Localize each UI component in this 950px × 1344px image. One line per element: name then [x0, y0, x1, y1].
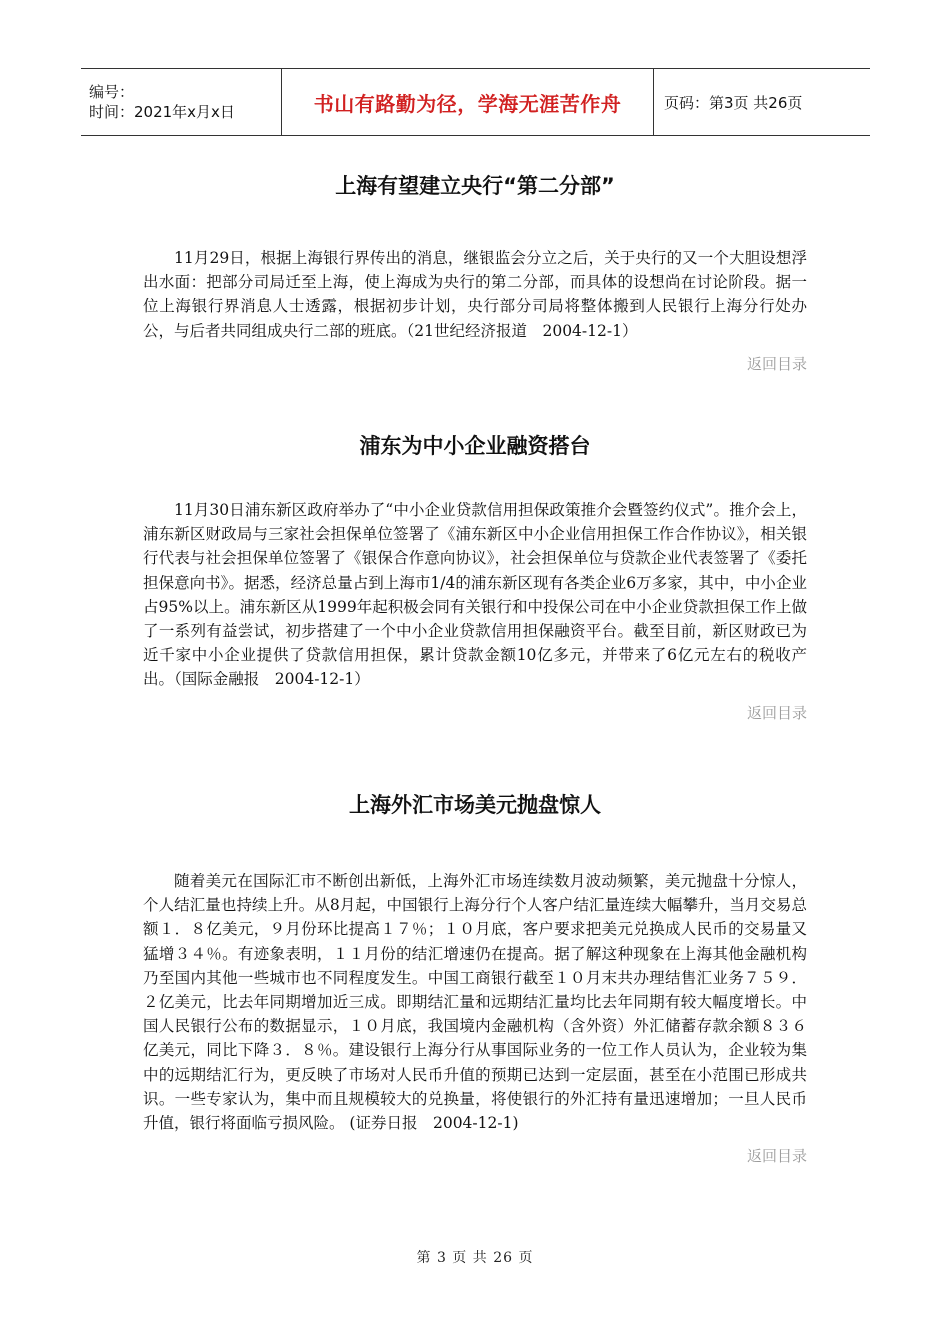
article-body: 11月29日，根据上海银行界传出的消息，继银监会分立之后，关于央行的又一个大胆设想浮出水面：把部分司局迁至上海，使上海成为央行的第二分部，而具体的设想尚在讨论阶段。据一位上海银行界消息人士透露，根据初步计划，央行部分司局将整体搬到人民银行上海分行处办公，与后者共同组成央行二部的班底。（21世纪经济报道 2004-12-1） — [143, 249, 807, 340]
header-page-cell — [654, 69, 870, 135]
back-to-toc-link[interactable]: 返回目录 — [746, 354, 807, 373]
article-2 — [143, 430, 807, 723]
back-to-toc-link[interactable]: 返回目录 — [746, 1147, 807, 1166]
article-title: 浦东为中小企业融资搭台 — [359, 434, 591, 458]
header-motto-cell — [281, 69, 654, 135]
article-body: 随着美元在国际汇市不断创出新低，上海外汇市场连续数月波动频繁，美元抛盘十分惊人，个人结汇量也持续上升。从8月起，中国银行上海分行个人客户结汇量连续大幅攀升，当月交易总额１．８亿美元，９月份环比提高１７％；１０月底，客户要求把美元兑换成人民币的交易量又猛增３４％。有迹象表明，１１月份的结汇增速仍在提高。据了解这种现象在上海其他金融机构乃至国内其他一些城市也不同程度发生。中国工商银行截至１０月末共办理结售汇业务７５９．２亿美元，比去年同期增加近三成。即期结汇量和远期结汇量均比去年同期有较大幅度增长。中国人民银行公布的数据显示，１０月底，我国境内金融机构（含外资）外汇储蓄存款余额８３６亿美元，同比下降３．８％。建设银行上海分行从事国际业务的一位工作人员认为，企业较为集中的远期结汇行为，更反映了市场对人民币升值的预期已达到一定层面，甚至在小范围已形成共识。一些专家认为，集中而且规模较大的兑换量，将使银行的外汇持有量迅速增加；一旦人民币升值，银行将面临亏损风险。 (证券日报 2004-12-1) — [143, 872, 807, 1133]
header-number: 编号： — [89, 83, 135, 101]
article-title: 上海有望建立央行“第二分部” — [335, 174, 615, 198]
page-footer: 第 3 页 共 26 页 — [416, 1250, 534, 1266]
article-1 — [143, 170, 807, 374]
header-date: 时间：2021年x月x日 — [89, 103, 235, 121]
article-3 — [143, 789, 807, 1166]
header-meta — [81, 69, 281, 135]
header-page-number: 页码：第3页 共26页 — [664, 93, 803, 112]
back-to-toc-link[interactable]: 返回目录 — [746, 703, 807, 722]
header-motto: 书山有路勤为径，学海无涯苦作舟 — [313, 91, 622, 116]
article-body: 11月30日浦东新区政府举办了“中小企业贷款信用担保政策推介会暨签约仪式”。推介会上，浦东新区财政局与三家社会担保单位签署了《浦东新区中小企业信用担保工作合作协议》，相关银行代表与社会担保单位签署了《银保合作意向协议》，社会担保单位与贷款企业代表签署了《委托担保意向书》。据悉，经济总量占到上海市1/4的浦东新区现有各类企业6万多家，其中，中小企业占95%以上。浦东新区从1999年起积极会同有关银行和中投保公司在中小企业贷款担保工作上做了一系列有益尝试，初步搭建了一个中小企业贷款信用担保融资平台。截至目前，新区财政已为近千家中小企业提供了贷款信用担保，累计贷款金额10亿多元，并带来了6亿元左右的税收产出。（国际金融报 2004-12-1） — [143, 501, 807, 689]
page-header — [81, 68, 870, 136]
article-title: 上海外汇市场美元抛盘惊人 — [349, 793, 601, 817]
